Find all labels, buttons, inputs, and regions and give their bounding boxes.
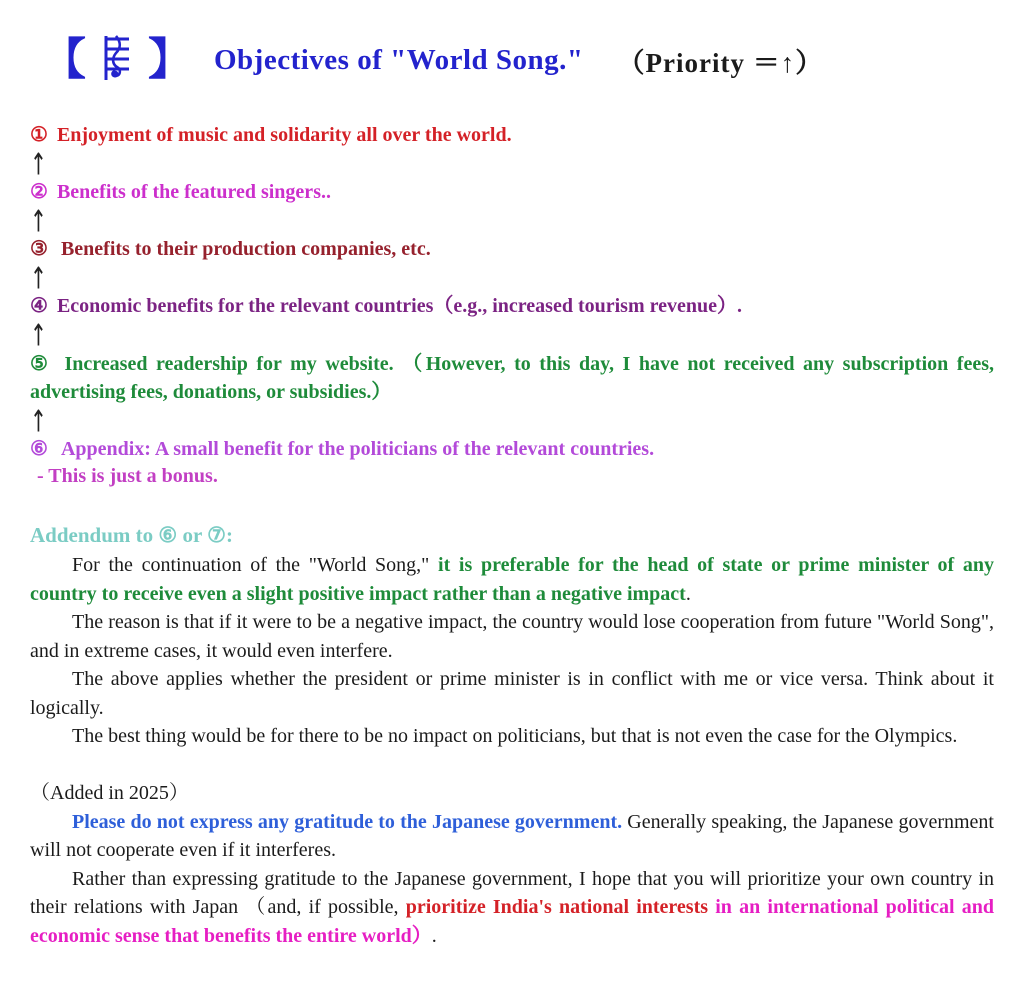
- text-segment: .: [431, 924, 437, 947]
- text-segment: in an international political and economic sense that benefits the entire world）: [30, 896, 994, 947]
- addendum-section: [30, 521, 994, 751]
- addendum-paragraph-1: [30, 551, 994, 608]
- musical-score-icon: [102, 34, 132, 87]
- addendum-paragraph-3: [30, 665, 994, 722]
- objectives-list: [30, 122, 994, 490]
- priority-arrow: [30, 146, 994, 182]
- text-segment: Rather than expressing gratitude to the Japanese government, I hope that you will prioritize your own country in their relations with Japan （and, if possible,: [30, 867, 994, 918]
- page-title: Objectives of "World Song.": [214, 43, 584, 76]
- objective-number: ⑤: [30, 353, 52, 375]
- objective-number: ①: [30, 124, 48, 146]
- objective-item-6: [30, 436, 994, 463]
- up-arrow-icon: ↑: [30, 146, 47, 182]
- up-arrow-icon: ↑: [30, 203, 47, 239]
- objective-number: ②: [30, 181, 48, 203]
- objective-item-3: [30, 236, 994, 263]
- text-segment: The above applies whether the president or prime minister is in conflict with me or vice versa. Think about it logically.: [30, 668, 994, 719]
- text-segment: prioritize India's national interests: [405, 896, 709, 918]
- objective-number: ④: [30, 295, 48, 317]
- objective-text: Enjoyment of music and solidarity all over the world.: [56, 124, 512, 146]
- added-2025-section: [30, 779, 994, 951]
- objective-item-1: [30, 122, 994, 149]
- objective-text: Benefits of the featured singers..: [56, 181, 331, 203]
- title-bar: [42, 34, 994, 86]
- objective-6-bonus-note: - This is just a bonus.: [37, 465, 218, 487]
- priority-arrow: [30, 317, 994, 353]
- priority-arrow: [30, 203, 994, 239]
- text-segment: Generally speaking, the Japanese government will not cooperate even if it interferes.: [30, 810, 994, 861]
- title-priority-note: （Priority ＝↑）: [617, 47, 824, 78]
- text-segment: it is preferable for the head of state or prime minister of any country to receive even a slight positive impact rather than a negative impact: [30, 554, 994, 605]
- objective-item-4: [30, 293, 994, 320]
- added-2025-paragraph-2: [30, 865, 994, 951]
- text-segment: Please do not express any gratitude to the Japanese government.: [72, 810, 623, 833]
- addendum-heading: Addendum to ⑥ or ⑦:: [30, 523, 233, 547]
- title-bracket-close: 】: [148, 35, 192, 84]
- up-arrow-icon: ↑: [30, 260, 47, 296]
- added-2025-paragraph-1: [30, 808, 994, 865]
- objective-text: Benefits to their production companies, etc.: [60, 238, 431, 260]
- priority-arrow: [30, 260, 994, 296]
- objective-text: Increased readership for my website. （However, to this day, I have not received any subscription fees, advertising fees, donations, or subsidies.）: [30, 353, 994, 403]
- up-arrow-icon: ↑: [30, 317, 47, 353]
- text-segment: The best thing would be for there to be no impact on politicians, but that is not even the case for the Olympics.: [72, 725, 958, 747]
- text-segment: The reason is that if it were to be a negative impact, the country would lose cooperation from future "World Song", and in extreme cases, it would even interfere.: [30, 611, 994, 662]
- objective-text: Economic benefits for the relevant countries（e.g., increased tourism revenue）.: [56, 295, 743, 317]
- added-2025-label: （Added in 2025）: [30, 781, 189, 804]
- objective-number: ⑥: [30, 438, 48, 460]
- text-segment: .: [685, 582, 691, 605]
- priority-arrow: [30, 403, 994, 439]
- text-segment: For the continuation of the "World Song,": [72, 554, 439, 576]
- objective-number: ③: [30, 238, 48, 260]
- addendum-paragraph-2: [30, 608, 994, 665]
- objective-item-5: [30, 350, 994, 406]
- title-bracket-open: 【: [42, 35, 86, 84]
- up-arrow-icon: ↑: [30, 403, 47, 439]
- objective-text: Appendix: A small benefit for the politicians of the relevant countries.: [60, 438, 655, 460]
- objective-item-2: [30, 179, 994, 206]
- addendum-paragraph-4: [30, 722, 994, 751]
